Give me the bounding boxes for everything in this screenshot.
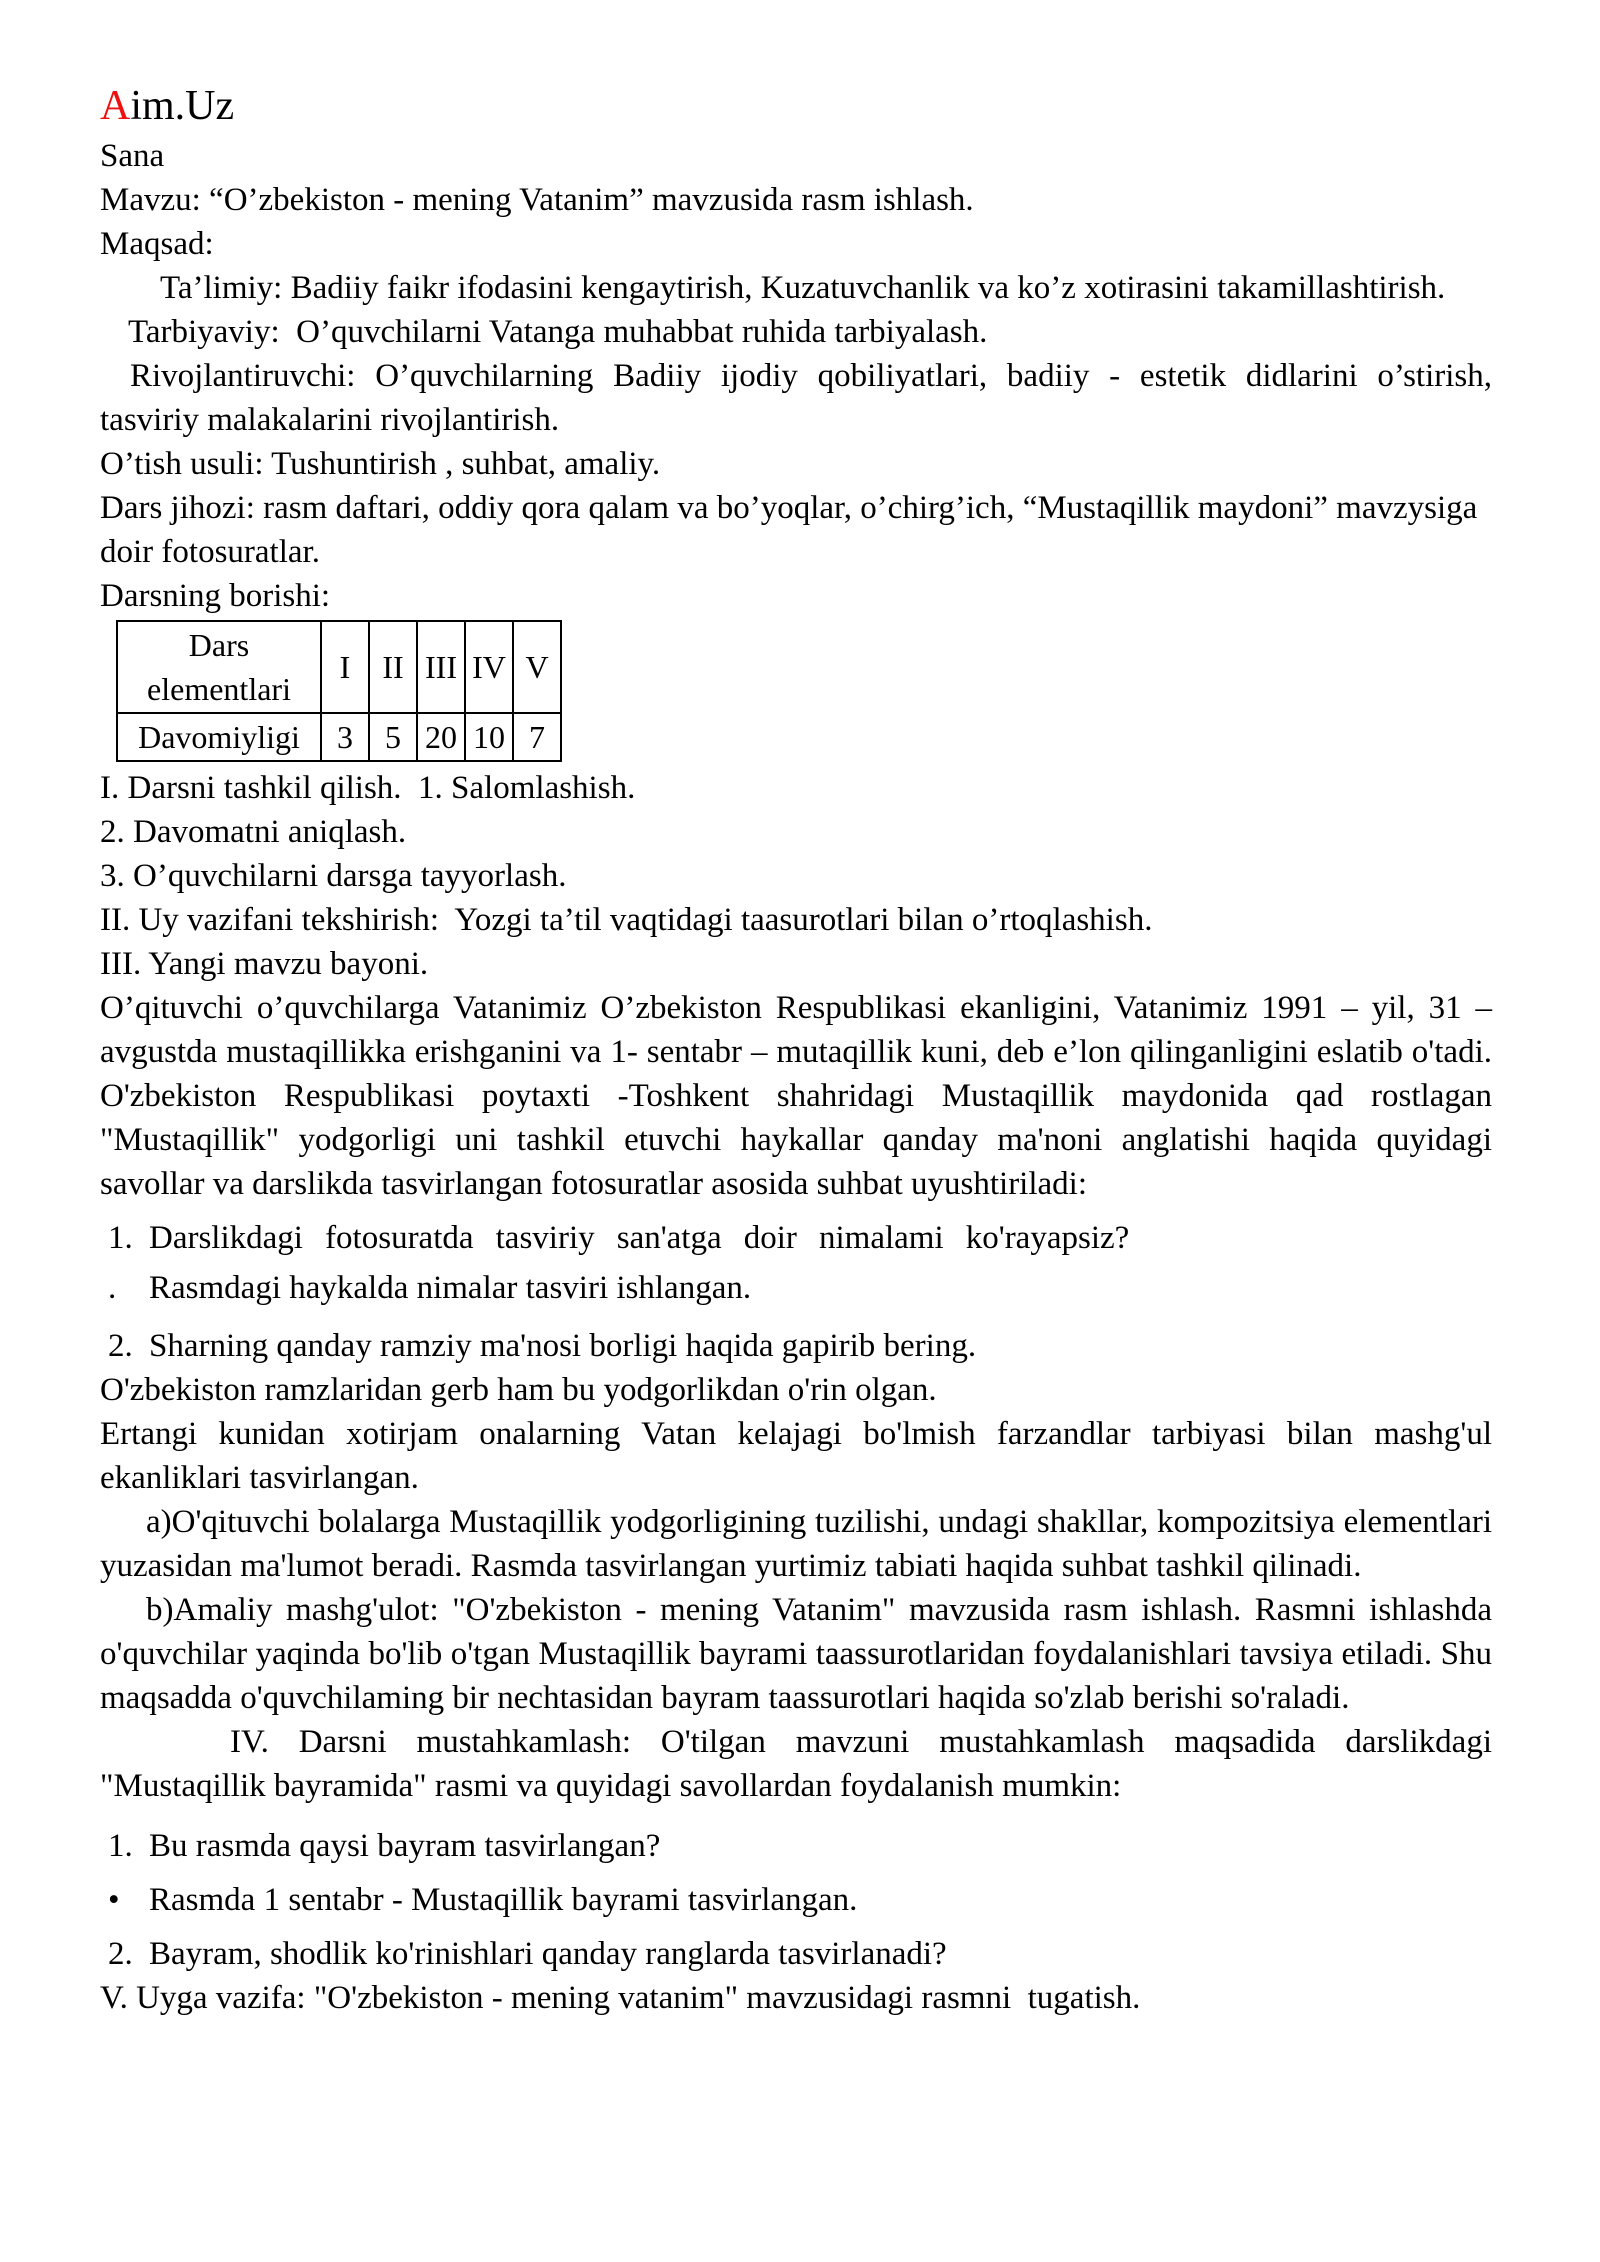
goal-label: Maqsad:: [100, 226, 214, 262]
list-marker: 2.: [108, 1936, 133, 1972]
method-line: O’tish usuli: Tushuntirish , suhbat, amaliy.: [100, 446, 661, 482]
question-item-1-note: [108, 1266, 1492, 1310]
table-header-cell: II: [369, 621, 417, 713]
homework-line: V. Uyga vazifa: "O'zbekiston - mening vatanim" mavzusidagi rasmni tugatish.: [100, 1980, 1141, 2016]
consolidation-question-2: [108, 1932, 1492, 1976]
brand-initial: A: [100, 83, 131, 129]
table-cell: 20: [417, 713, 465, 761]
table-cell: 3: [321, 713, 369, 761]
consolidation-question-1: [108, 1824, 1492, 1868]
equipment-line: Dars jihozi: rasm daftari, oddiy qora qalam va bo’yoqlar, o’chirg’ich, “Mustaqillik maydoni” mavzysiga doir fotosuratlar.: [100, 490, 1486, 570]
stage-3-line: III. Yangi mavzu bayoni.: [100, 946, 429, 982]
date-line: Sana: [100, 138, 165, 174]
table-cell: 5: [369, 713, 417, 761]
gerb-note: O'zbekiston ramzlaridan gerb ham bu yodgorlikdan o'rin olgan.: [100, 1372, 937, 1408]
goal-educational: Ta’limiy: Badiiy faikr ifodasini kengaytirish, Kuzatuvchanlik va ko’z xotirasini takamillashtirish.: [160, 270, 1446, 306]
table-header-cell: III: [417, 621, 465, 713]
point-b-paragraph: b)Amaliy mashg'ulot: "O'zbekiston - mening Vatanim" mavzusida rasm ishlash. Rasmni ishlashda o'quvchilar yaqinda bo'lib o'tgan Mustaqillik bayrami taassurotlaridan foydalanishlari tavsiya etiladi. Shu maqsadda o'quvchilaming bir nechtasidan bayram taassurotlari haqida so'zlab berishi so'raladi.: [100, 1592, 1501, 1716]
consolidation-paragraph: IV. Darsni mustahkamlash: O'tilgan mavzuni mustahkamlash maqsadida darslikdagi "Mustaqillik bayramida" rasmi va quyidagi savollardan foydalanish mumkin:: [100, 1724, 1501, 1804]
table-header-cell: IV: [465, 621, 513, 713]
lesson-stages-table: [116, 620, 562, 762]
list-marker: 1.: [108, 1828, 133, 1864]
table-duration-row: [117, 713, 561, 761]
note-text: Rasmdagi haykalda nimalar tasviri ishlangan.: [149, 1270, 752, 1306]
stage-1-line: I. Darsni tashkil qilish. 1. Salomlashish.: [100, 770, 636, 806]
table-cell: 10: [465, 713, 513, 761]
stage-2-line: II. Uy vazifani tekshirish: Yozgi ta’til vaqtidagi taasurotlari bilan o’rtoqlashish.: [100, 902, 1153, 938]
brand-rest: im.Uz: [130, 83, 235, 129]
table-header-row: [117, 621, 561, 713]
question-text: Bayram, shodlik ko'rinishlari qanday ranglarda tasvirlanadi?: [149, 1936, 947, 1972]
question-text: Sharning qanday ramziy ma'nosi borligi haqida gapirib bering.: [149, 1328, 977, 1364]
point-a-paragraph: a)O'qituvchi bolalarga Mustaqillik yodgorligining tuzilishi, undagi shakllar, kompozitsiya elementlari yuzasidan ma'lumot beradi. Rasmda tasvirlangan yurtimiz tabiati haqida suhbat tashkil qilinadi.: [100, 1504, 1501, 1584]
list-marker: 1.: [108, 1220, 133, 1256]
goal-developmental: Rivojlantiruvchi: O’quvchilarning Badiiy ijodiy qobiliyatlari, badiiy - estetik didlarini o’stirish, tasviriy malakalarini rivojlantirish.: [100, 358, 1501, 438]
bullet-marker: •: [108, 1882, 120, 1918]
list-marker: .: [108, 1270, 117, 1306]
table-header-cell: Dars elementlari: [117, 621, 321, 713]
stage-1-item-3: 3. O’quvchilarni darsga tayyorlash.: [100, 858, 567, 894]
table-caption: Darsning borishi:: [100, 578, 331, 614]
answer-text: Rasmda 1 sentabr - Mustaqillik bayrami tasvirlangan.: [149, 1882, 858, 1918]
stage-1-item-2: 2. Davomatni aniqlash.: [100, 814, 407, 850]
list-marker: 2.: [108, 1328, 133, 1364]
site-brand: [100, 78, 1492, 134]
question-text: Darslikdagi fotosuratda tasviriy san'atga doir nimalami ko'rayapsiz?: [149, 1220, 1130, 1256]
question-text: Bu rasmda qaysi bayram tasvirlangan?: [149, 1828, 661, 1864]
table-header-cell: I: [321, 621, 369, 713]
question-item-2: [108, 1324, 1492, 1368]
topic-line: Mavzu: “O’zbekiston - mening Vatanim” mavzusida rasm ishlash.: [100, 182, 974, 218]
table-cell: Davomiyligi: [117, 713, 321, 761]
mothers-paragraph: Ertangi kunidan xotirjam onalarning Vatan kelajagi bo'lmish farzandlar tarbiyasi bilan mashg'ul ekanliklari tasvirlangan.: [100, 1416, 1501, 1496]
goal-upbringing: Tarbiyaviy: O’quvchilarni Vatanga muhabbat ruhida tarbiyalash.: [128, 314, 988, 350]
table-header-cell: V: [513, 621, 561, 713]
question-item-1: [108, 1216, 1492, 1260]
table-cell: 7: [513, 713, 561, 761]
consolidation-answer-1: [108, 1878, 1492, 1922]
new-topic-paragraph: O’qituvchi o’quvchilarga Vatanimiz O’zbekiston Respublikasi ekanligini, Vatanimiz 1991 – yil, 31 – avgustda mustaqillikka erishganini va 1- sentabr – mutaqillik kuni, deb e’lon qilinganligini eslatib o'tadi. O'zbekiston Respublikasi poytaxti -Toshkent shahridagi Mustaqillik maydonida qad rostlagan "Mustaqillik" yodgorligi uni tashkil etuvchi haykallar qanday ma'noni anglatishi haqida quyidagi savollar va darslikda tasvirlangan fotosuratlar asosida suhbat uyushtiriladi:: [100, 990, 1501, 1202]
